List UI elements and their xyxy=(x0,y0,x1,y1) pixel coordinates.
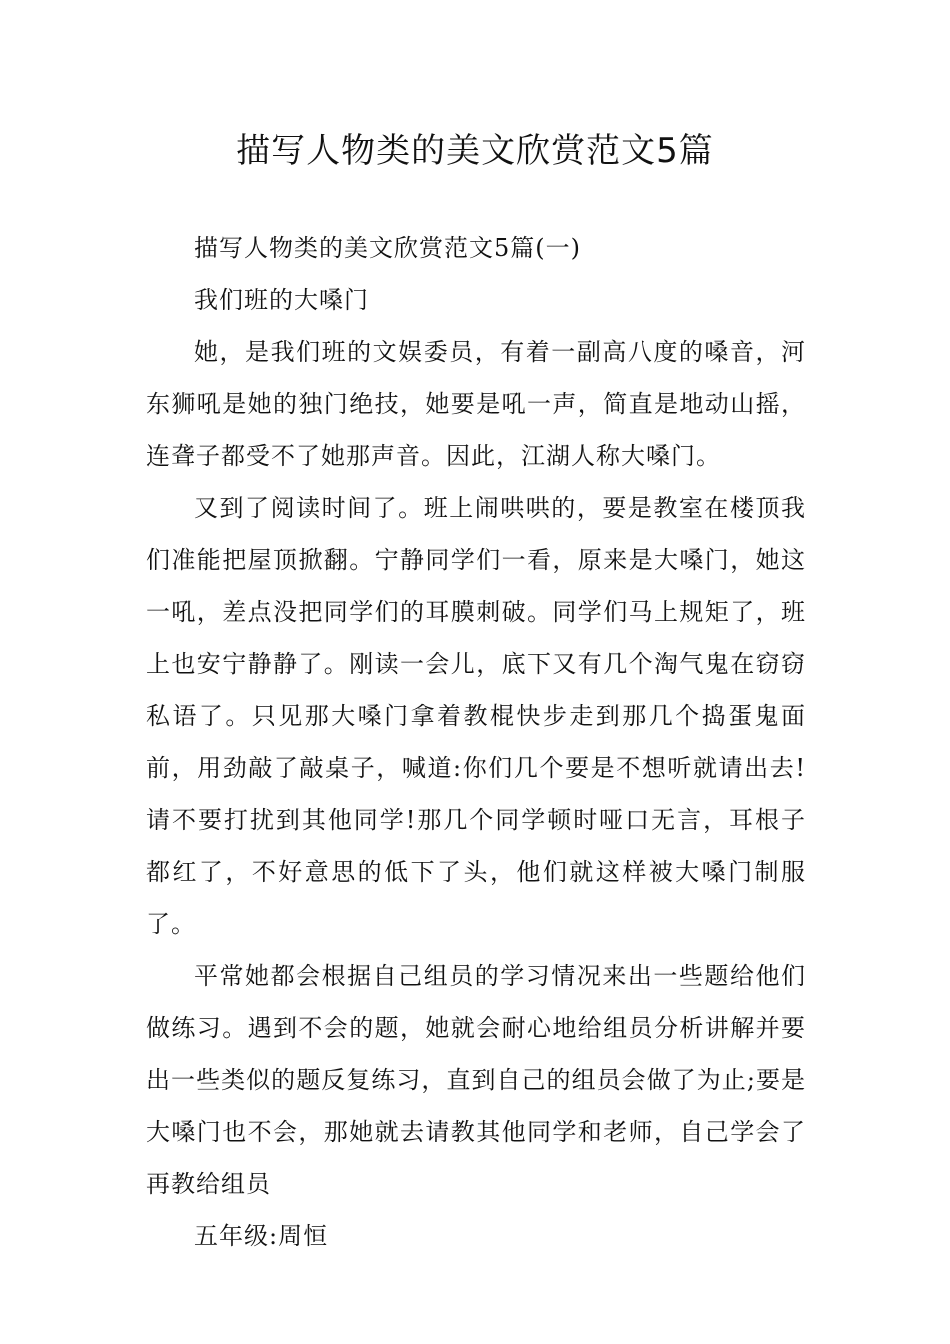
paragraph-3: 平常她都会根据自己组员的学习情况来出一些题给他们做练习。遇到不会的题，她就会耐心地给组员分析讲解并要出一些类似的题反复练习，直到自己的组员会做了为止;要是大嗓门也不会，那她就去请教其他同学和老师，自己学会了再教给组员 xyxy=(146,962,806,1198)
author-line: 五年级:周恒 xyxy=(194,1222,329,1250)
document-body xyxy=(146,222,806,1262)
paragraph-1: 她，是我们班的文娱委员，有着一副高八度的嗓音，河东狮吼是她的独门绝技，她要是吼一声，简直是地动山摇，连聋子都受不了她那声音。因此，江湖人称大嗓门。 xyxy=(146,338,806,470)
section-heading: 描写人物类的美文欣赏范文5篇(一) xyxy=(194,234,581,262)
paragraph-2: 又到了阅读时间了。班上闹哄哄的，要是教室在楼顶我们准能把屋顶掀翻。宁静同学们一看，原来是大嗓门，她这一吼，差点没把同学们的耳膜刺破。同学们马上规矩了，班上也安宁静静了。刚读一会儿，底下又有几个淘气鬼在窃窃私语了。只见那大嗓门拿着教棍快步走到那几个捣蛋鬼面前，用劲敲了敲桌子，喊道:你们几个要是不想听就请出去!请不要打扰到其他同学!那几个同学顿时哑口无言，耳根子都红了，不好意思的低下了头，他们就这样被大嗓门制服了。 xyxy=(146,494,806,938)
document-title: 描写人物类的美文欣赏范文5篇 xyxy=(236,131,714,171)
essay-title: 我们班的大嗓门 xyxy=(194,286,369,314)
